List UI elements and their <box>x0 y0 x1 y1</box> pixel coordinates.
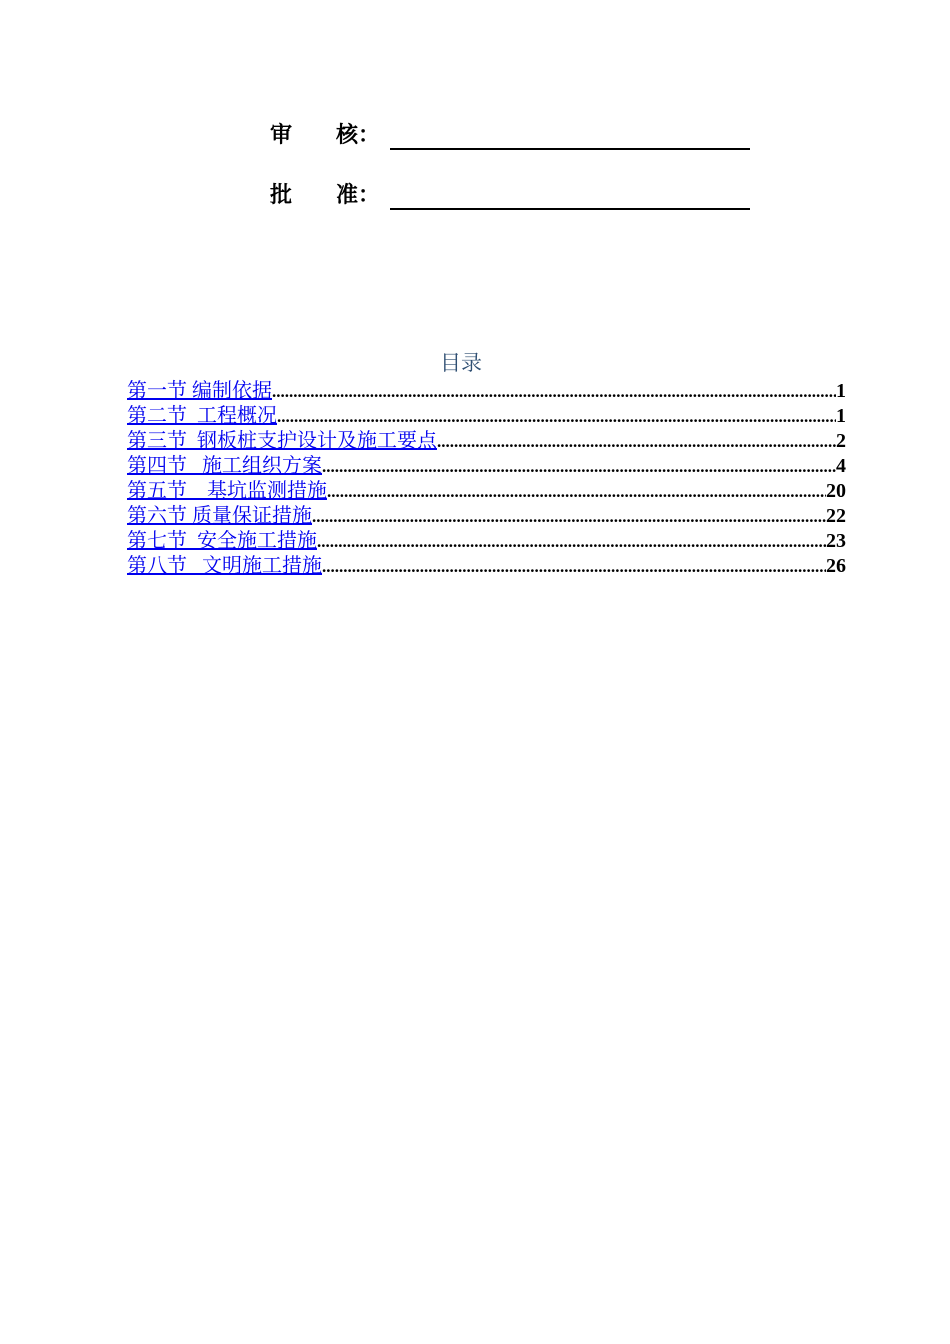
toc-leader-dots <box>322 454 836 479</box>
toc-page-number: 26 <box>826 555 846 577</box>
toc-leader-dots <box>272 379 836 404</box>
toc-leader-dots <box>327 479 826 504</box>
approve-signature-row <box>270 180 750 210</box>
toc-leader-dots <box>437 429 836 454</box>
toc-page-number: 2 <box>836 430 846 452</box>
toc-link[interactable]: 第八节 文明施工措施 <box>127 555 322 577</box>
approve-label: 批 准： <box>270 182 381 207</box>
review-signature-line <box>390 120 750 150</box>
toc-link[interactable]: 第三节 钢板桩支护设计及施工要点 <box>127 430 437 452</box>
toc-page-number: 20 <box>826 480 846 502</box>
toc-page-number: 1 <box>836 380 846 402</box>
toc-link[interactable]: 第六节 质量保证措施 <box>127 505 312 527</box>
toc-leader-dots <box>277 404 836 429</box>
toc-link[interactable]: 第一节 编制依据 <box>127 380 272 402</box>
toc-page-number: 1 <box>836 405 846 427</box>
toc-link[interactable]: 第七节 安全施工措施 <box>127 530 317 552</box>
review-signature-row <box>270 120 750 150</box>
toc-leader-dots <box>322 554 826 579</box>
toc-item-7[interactable] <box>127 529 846 554</box>
toc-item-4[interactable] <box>127 454 846 479</box>
table-of-contents <box>127 379 846 579</box>
toc-link[interactable]: 第四节 施工组织方案 <box>127 455 322 477</box>
toc-item-1[interactable] <box>127 379 846 404</box>
toc-link[interactable]: 第五节 基坑监测措施 <box>127 480 327 502</box>
toc-item-5[interactable] <box>127 479 846 504</box>
toc-item-2[interactable] <box>127 404 846 429</box>
toc-item-8[interactable] <box>127 554 846 579</box>
toc-page-number: 22 <box>826 505 846 527</box>
toc-page-number: 4 <box>836 455 846 477</box>
toc-item-6[interactable] <box>127 504 846 529</box>
toc-leader-dots <box>312 504 826 529</box>
toc-item-3[interactable] <box>127 429 846 454</box>
approve-signature-line <box>390 180 750 210</box>
review-label: 审 核： <box>270 122 381 147</box>
toc-title: 目录 <box>440 351 482 375</box>
toc-link[interactable]: 第二节 工程概况 <box>127 405 277 427</box>
toc-leader-dots <box>317 529 826 554</box>
toc-page-number: 23 <box>826 530 846 552</box>
